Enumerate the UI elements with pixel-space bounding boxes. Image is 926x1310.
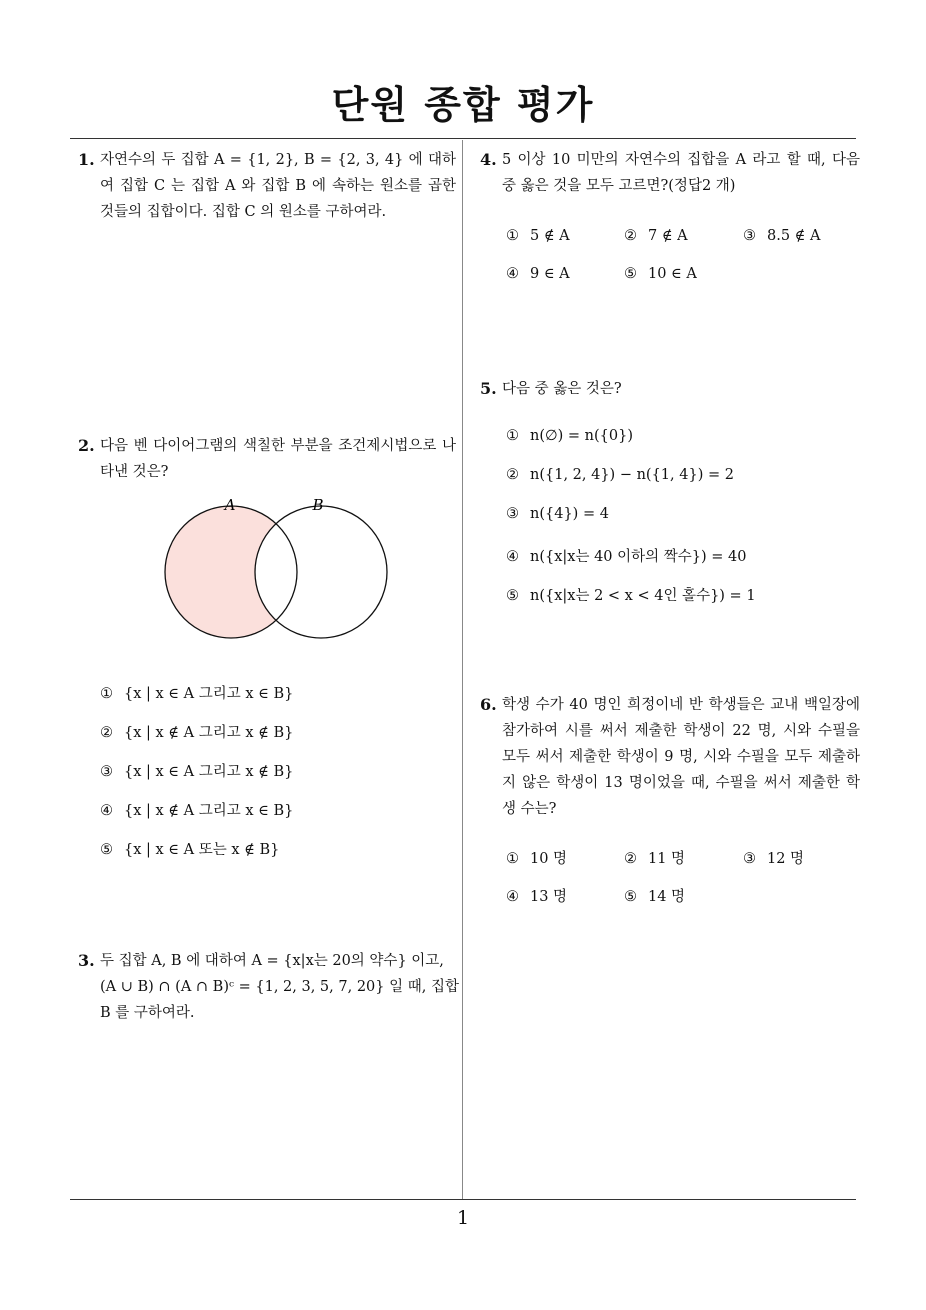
question-3 bbox=[78, 948, 458, 1026]
question-text: 다음 중 옳은 것은? bbox=[502, 381, 622, 397]
choice-4[interactable]: ④ 13 명 bbox=[506, 889, 568, 905]
question-4 bbox=[480, 147, 860, 199]
choice-5[interactable]: ⑤ n({x|x는 2 < x < 4인 홀수}) = 1 bbox=[506, 588, 756, 604]
choice-1[interactable]: ① {x | x ∈ A 그리고 x ∈ B} bbox=[100, 686, 294, 702]
choice-4[interactable]: ④ 9 ∈ A bbox=[506, 266, 570, 282]
question-number: 1. bbox=[78, 150, 95, 169]
top-divider bbox=[70, 138, 856, 139]
bottom-divider bbox=[70, 1199, 856, 1200]
choice-3[interactable]: ③ 8.5 ∉ A bbox=[743, 228, 821, 244]
question-number: 6. bbox=[480, 695, 497, 714]
question-text: 자연수의 두 집합 A = {1, 2}, B = {2, 3, 4} 에 대하여 집합 C 는 집합 A 와 집합 B 에 속하는 원소를 곱한 것들의 집합이다. 집합 C 의 원소를 구하여라. bbox=[100, 152, 456, 220]
choice-2[interactable]: ② 11 명 bbox=[624, 851, 686, 867]
venn-label-a: A bbox=[224, 496, 236, 514]
question-text-line-1: 두 집합 A, B 에 대하여 A = {x|x는 20의 약수} 이고, bbox=[100, 953, 444, 969]
question-text: 5 이상 10 미만의 자연수의 집합을 A 라고 할 때, 다음 중 옳은 것을 모두 고르면?(정답2 개) bbox=[502, 152, 860, 194]
question-number: 4. bbox=[480, 150, 497, 169]
question-number: 2. bbox=[78, 436, 95, 455]
question-number: 5. bbox=[480, 379, 497, 398]
choice-4[interactable]: ④ {x | x ∉ A 그리고 x ∈ B} bbox=[100, 803, 294, 819]
venn-diagram bbox=[160, 490, 395, 645]
choice-5[interactable]: ⑤ 14 명 bbox=[624, 889, 686, 905]
choice-5[interactable]: ⑤ {x | x ∈ A 또는 x ∉ B} bbox=[100, 842, 280, 858]
column-divider bbox=[462, 140, 463, 1200]
question-number: 3. bbox=[78, 951, 95, 970]
question-5 bbox=[480, 376, 860, 402]
question-2 bbox=[78, 433, 456, 485]
choice-4[interactable]: ④ n({x|x는 40 이하의 짝수}) = 40 bbox=[506, 549, 747, 565]
question-text: 다음 벤 다이어그램의 색칠한 부분을 조건제시법으로 나타낸 것은? bbox=[100, 438, 456, 480]
question-text-line-3: B 를 구하여라. bbox=[100, 1005, 195, 1021]
choice-2[interactable]: ② n({1, 2, 4}) − n({1, 4}) = 2 bbox=[506, 467, 734, 483]
choice-3[interactable]: ③ {x | x ∈ A 그리고 x ∉ B} bbox=[100, 764, 294, 780]
venn-label-b: B bbox=[312, 496, 324, 514]
page-number: 1 bbox=[456, 1207, 470, 1229]
choice-3[interactable]: ③ n({4}) = 4 bbox=[506, 506, 609, 522]
page-title: 단원 종합 평가 bbox=[331, 83, 595, 127]
choice-3[interactable]: ③ 12 명 bbox=[743, 851, 805, 867]
question-text-line-2: (A ∪ B) ∩ (A ∩ B)ᶜ = {1, 2, 3, 5, 7, 20} 일 때, 집합 bbox=[100, 979, 459, 995]
choice-1[interactable]: ① 5 ∉ A bbox=[506, 228, 570, 244]
choice-5[interactable]: ⑤ 10 ∈ A bbox=[624, 266, 697, 282]
choice-1[interactable]: ① 10 명 bbox=[506, 851, 568, 867]
question-text: 학생 수가 40 명인 희정이네 반 학생들은 교내 백일장에 참가하여 시를 써서 제출한 학생이 22 명, 시와 수필을 모두 써서 제출한 학생이 9 명, 시와 수필을 모두 제출하지 않은 학생이 13 명이었을 때, 수필을 써서 제출한 학생 수는? bbox=[502, 697, 860, 817]
choice-2[interactable]: ② {x | x ∉ A 그리고 x ∉ B} bbox=[100, 725, 294, 741]
choice-2[interactable]: ② 7 ∉ A bbox=[624, 228, 688, 244]
question-6 bbox=[480, 692, 860, 822]
question-1 bbox=[78, 147, 456, 225]
choice-1[interactable]: ① n(∅) = n({0}) bbox=[506, 428, 633, 444]
